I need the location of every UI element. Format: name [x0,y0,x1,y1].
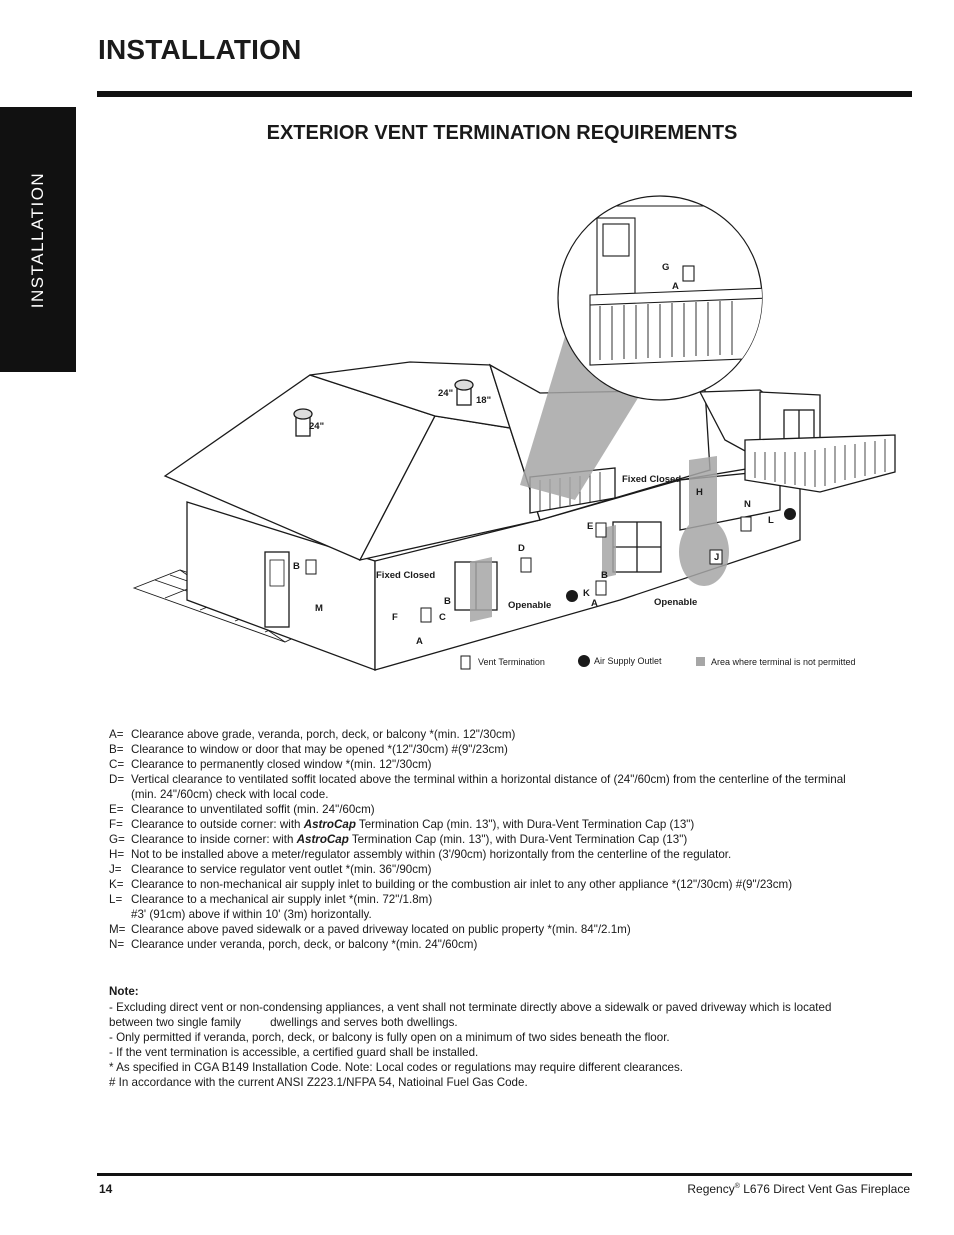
clearance-row: #3' (91cm) above if within 10' (3m) horizontally. [131,908,372,921]
label-b-left: B [293,561,300,572]
label-c: C [439,612,446,623]
label-e: E [587,521,594,532]
note-line: - Only permitted if veranda, porch, deck, or balcony is fully open on a minimum of two sides beneath the floor. [109,1031,670,1044]
vent-termination-diagram [120,180,910,680]
note-line: * As specified in CGA B149 Installation Code. Note: Local codes or regulations may require different clearances. [109,1061,683,1074]
clearance-row: D= Vertical clearance to ventilated soffit located above the terminal within a horizontal distance of (24"/60cm) from the centerline of the terminal [109,773,846,786]
clearance-row: F= Clearance to outside corner: with AstroCap Termination Cap (min. 13"), with Dura-Vent Termination Cap (13") [109,818,695,831]
legend [461,655,856,669]
section-heading: EXTERIOR VENT TERMINATION REQUIREMENTS [266,122,738,144]
clearance-row: H= Not to be installed above a meter/regulator assembly within (3'/90cm) horizontally from the centerline of the regulator. [109,848,732,861]
note-line: - If the vent termination is accessible, a certified guard shall be installed. [109,1046,479,1059]
footer-rule [97,1173,912,1176]
side-tab-label: INSTALLATION [28,171,47,308]
page-number: 14 [99,1182,113,1196]
roof-vent-top [455,380,473,405]
clearance-row: M= Clearance above paved sidewalk or a paved driveway located on public property *(min. 84"/2.1m) [109,923,631,936]
clearance-row: C= Clearance to permanently closed window *(min. 12"/30cm) [109,758,432,771]
notes [109,984,909,1090]
label-h: H [696,487,703,498]
right-balcony [745,435,895,492]
clearance-row: N= Clearance under veranda, porch, deck, or balcony *(min. 24"/60cm) [109,938,478,951]
label-d: D [518,543,525,554]
label-f: F [392,612,398,623]
label-fixed-closed-right: Fixed Closed [622,474,682,485]
legend-not-permitted: Area where terminal is not permitted [711,657,856,667]
label-a-zoom: A [672,281,679,292]
note-line: - Excluding direct vent or non-condensing appliances, a vent shall not terminate directly above a sidewalk or paved driveway which is located [109,1001,832,1014]
label-j: J [714,552,720,563]
label-k: K [583,588,590,599]
label-dim-18: 18" [476,395,492,406]
left-door [265,552,289,627]
clearance-row: L= Clearance to a mechanical air supply inlet *(min. 72"/1.8m) [109,893,433,906]
label-g: G [662,262,670,273]
label-m: M [315,603,323,614]
title-rule [97,91,912,97]
clearance-row: E= Clearance to unventilated soffit (min. 24"/60cm) [109,803,375,816]
page-title: INSTALLATION [98,34,302,65]
clearance-row: A= Clearance above grade, veranda, porch, deck, or balcony *(min. 12"/30cm) [109,728,516,741]
footer-product: Regency® L676 Direct Vent Gas Fireplace [687,1182,910,1196]
legend-air-supply: Air Supply Outlet [594,656,662,666]
brand-astrocap: AstroCap [296,833,349,846]
label-dim-24-left: 24" [309,421,325,432]
label-dim-24-top: 24" [438,388,454,399]
label-openable-right: Openable [654,597,698,608]
label-b-window: B [601,570,608,581]
label-fixed-closed-left: Fixed Closed [376,570,436,581]
clearance-row: J= Clearance to service regulator vent outlet *(min. 36"/90cm) [109,863,432,876]
side-tab [0,107,76,372]
label-openable-left: Openable [508,600,552,611]
clearance-row: (min. 24"/60cm) check with local code. [131,788,329,801]
legend-vent-icon [461,656,470,669]
legend-air-icon [578,655,590,667]
legend-vent-termination: Vent Termination [478,657,545,667]
brand-astrocap: AstroCap [303,818,356,831]
legend-area-icon [696,657,705,666]
label-n: N [744,499,751,510]
notes-heading: Note: [109,985,139,998]
note-line: # In accordance with the current ANSI Z223.1/NFPA 54, Natioinal Fuel Gas Code. [109,1076,528,1089]
clearance-row: B= Clearance to window or door that may be opened *(12"/30cm) #(9"/23cm) [109,743,508,756]
clearance-list [109,727,909,952]
clearance-row: K= Clearance to non-mechanical air supply inlet to building or the combustion air inlet to any other appliance *(12"/30cm) #(9"/23cm) [109,878,793,891]
note-line: between two single family dwellings and serves both dwellings. [109,1016,458,1029]
label-b-door: B [444,596,451,607]
label-l: L [768,515,774,526]
clearance-row: G= Clearance to inside corner: with AstroCap Termination Cap (min. 13"), with Dura-Vent Termination Cap (13") [109,833,688,846]
label-a-front: A [416,636,423,647]
label-a-k: A [591,598,598,609]
